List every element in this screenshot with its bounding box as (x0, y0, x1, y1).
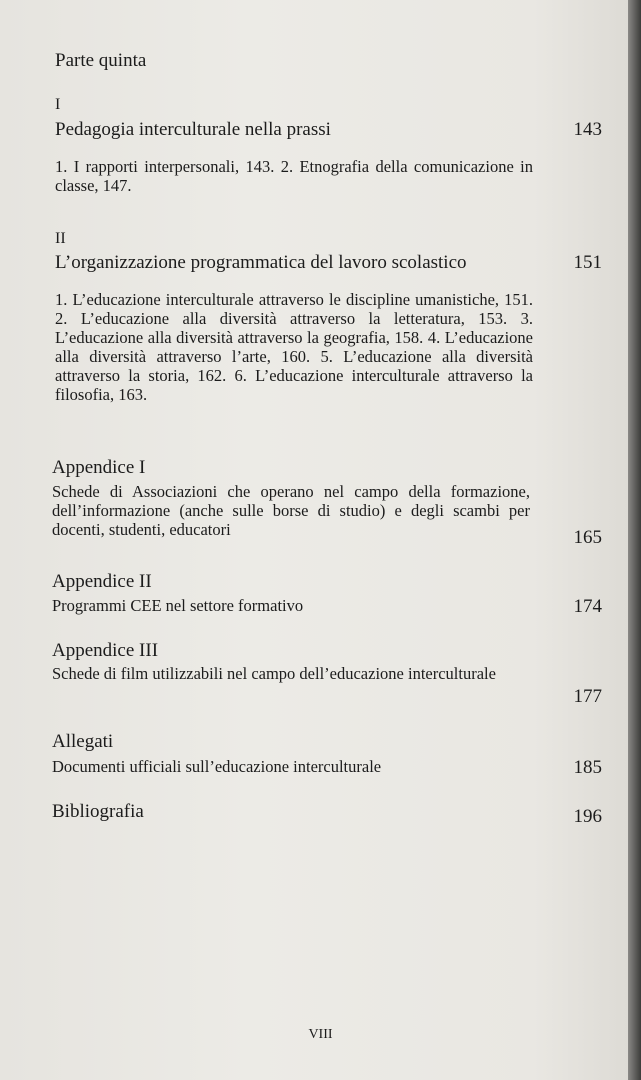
appendix-page-number: 177 (573, 686, 602, 707)
chapter-title: L’organizzazione programmatica del lavoro scolastico (55, 252, 467, 273)
appendix-description: Schede di Associazioni che operano nel campo della formazione, dell’informazione (anche sulle borse di studio) e degli scambi per docenti, studenti, educatori (52, 482, 530, 539)
appendix-description: Documenti ufficiali sull’educazione interculturale (52, 757, 382, 776)
chapter-sections: 1. I rapporti interpersonali, 143. 2. Etnografia della comunicazione in classe, 147. (55, 157, 533, 195)
appendix-page-number: 174 (573, 596, 602, 617)
chapter-page-number: 143 (573, 119, 602, 140)
appendix-page-number: 185 (573, 757, 602, 778)
appendix-heading: Appendice III (52, 640, 159, 661)
chapter-numeral: I (55, 96, 61, 113)
appendix-page-number: 165 (573, 527, 602, 548)
appendix-description: Programmi CEE nel settore formativo (52, 596, 304, 615)
chapter-page-number: 151 (573, 252, 602, 273)
bibliography-heading: Bibliografia (52, 801, 144, 822)
page-folio: VIII (308, 1027, 333, 1042)
appendix-heading: Allegati (52, 731, 114, 752)
chapter-numeral: II (55, 230, 66, 247)
part-title: Parte quinta (55, 50, 147, 71)
bibliography-page-number: 196 (573, 806, 602, 827)
appendix-heading: Appendice I (52, 457, 146, 478)
chapter-title: Pedagogia interculturale nella prassi (55, 119, 331, 140)
chapter-sections: 1. L’educazione interculturale attraverso le discipline umanistiche, 151. 2. L’educazione alla diversità attraverso la letteratura, 153. 3. L’educazione alla diversità attraverso la geografia, 158. 4. L’educazione alla diversità attraverso l’arte, 160. 5. L’educazione alla diversità attraverso la storia, 162. 6. L’educazione interculturale attraverso la filosofia, 163. (55, 290, 533, 404)
appendix-heading: Appendice II (52, 571, 152, 592)
appendix-description: Schede di film utilizzabili nel campo dell’educazione interculturale (52, 664, 496, 683)
book-edge (628, 0, 641, 1080)
